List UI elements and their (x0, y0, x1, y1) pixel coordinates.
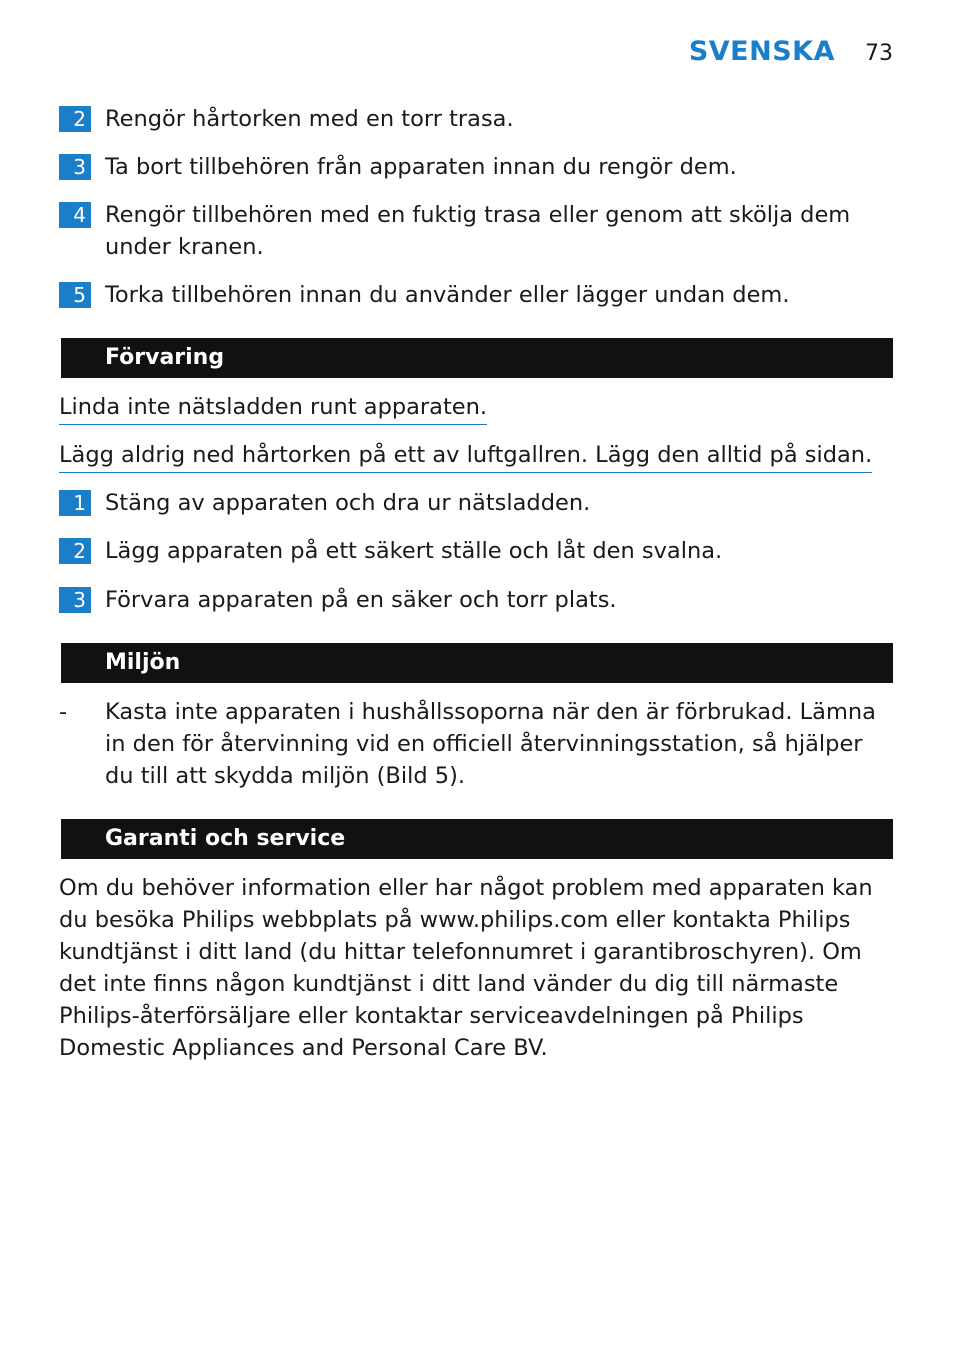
page-header (689, 36, 893, 67)
cleaning-step (59, 151, 894, 183)
section-heading-storage: Förvaring (61, 338, 893, 378)
language-label: SVENSKA (688, 36, 835, 67)
step-text: Förvara apparaten på en säker och torr plats. (105, 587, 617, 613)
storage-warning: Linda inte nätsladden runt apparaten. (59, 391, 487, 425)
warranty-paragraph (59, 872, 894, 1064)
cleaning-step (59, 279, 894, 311)
bullet-text: Kasta inte apparaten i hushållssoporna när den är förbrukad. Lämna in den för återvinning vid en officiell återvinningsstation, så hjälper du till att skydda miljön (Bild 5). (105, 699, 876, 789)
step-number: 1 (59, 490, 91, 516)
step-number: 2 (59, 538, 91, 564)
step-text: Torka tillbehören innan du använder eller lägger undan dem. (105, 282, 790, 308)
storage-step (59, 487, 894, 519)
step-text: Lägg apparaten på ett säkert ställe och låt den svalna. (105, 538, 723, 564)
step-text: Ta bort tillbehören från apparaten innan du rengör dem. (105, 154, 737, 180)
step-text: Rengör tillbehören med en fuktig trasa eller genom att skölja dem under kranen. (105, 202, 851, 260)
environment-bullet (59, 696, 894, 792)
step-number: 4 (59, 202, 91, 228)
step-text: Stäng av apparaten och dra ur nätsladden. (105, 490, 591, 516)
storage-step (59, 535, 894, 567)
step-number: 3 (59, 587, 91, 613)
step-text: Rengör hårtorken med en torr trasa. (105, 106, 514, 132)
step-number: 5 (59, 282, 91, 308)
warranty-text-before: Om du behöver information eller har något problem med apparaten kan du besöka Philips webbplats på (59, 875, 873, 933)
storage-warning: Lägg aldrig ned hårtorken på ett av luftgallren. Lägg den alltid på sidan. (59, 439, 872, 473)
section-heading-environment: Miljön (61, 643, 893, 683)
step-number: 2 (59, 106, 91, 132)
philips-website-link[interactable]: www.philips.com (419, 907, 609, 933)
bullet-dash: - (59, 699, 68, 725)
warranty-text-after: eller kontakta Philips kundtjänst i ditt land (du hittar telefonnumret i garantibroschyren). Om det inte finns någon kundtjänst i ditt land vänder du dig till närmaste Philips-återförsäljare eller kontaktar serviceavdelningen på Philips Domestic Appliances and Personal Care BV. (59, 907, 862, 1061)
cleaning-step (59, 103, 894, 135)
step-number: 3 (59, 154, 91, 180)
cleaning-step (59, 199, 894, 263)
page-number: 73 (865, 41, 893, 66)
section-heading-warranty: Garanti och service (61, 819, 893, 859)
storage-step (59, 584, 894, 616)
